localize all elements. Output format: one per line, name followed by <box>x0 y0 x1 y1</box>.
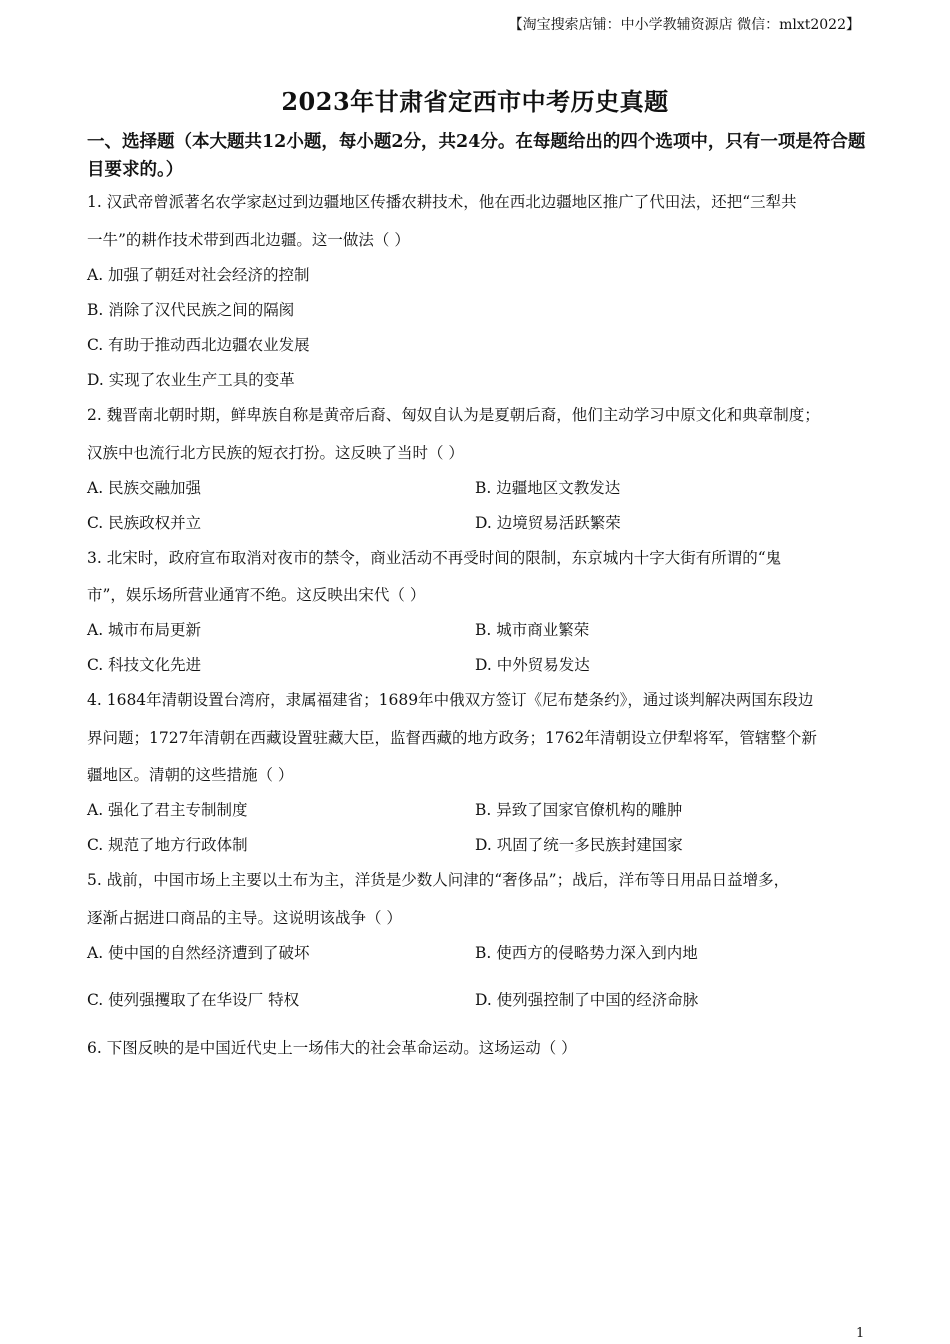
question-4-stem-line-1: 4. 1684年清朝设置台湾府，隶属福建省；1689年中俄双方签订《尼布楚条约》，通过谈判解决两国东段边 <box>87 691 814 709</box>
page-number: 1 <box>856 1326 865 1341</box>
question-1-option-d: D. 实现了农业生产工具的变革 <box>87 371 295 389</box>
question-5-option-c: C. 使列强攫取了在华设厂 特权 <box>87 991 300 1009</box>
question-3-option-d: D. 中外贸易发达 <box>475 656 590 674</box>
question-2-stem-line-2: 汉族中也流行北方民族的短衣打扮。这反映了当时（ ） <box>87 444 464 462</box>
question-3-stem-line-2: 市”，娱乐场所营业通宵不绝。这反映出宋代（ ） <box>87 586 426 604</box>
header-note: 【淘宝搜索店铺：中小学教辅资源店 微信：mlxt2022】 <box>508 17 860 33</box>
question-5-option-a: A. 使中国的自然经济遭到了破坏 <box>87 944 310 962</box>
question-3-option-a: A. 城市布局更新 <box>87 621 202 639</box>
page-title: 2023年甘肃省定西市中考历史真题 <box>281 87 669 116</box>
question-1-stem-line-2: 一牛”的耕作技术带到西北边疆。这一做法（ ） <box>87 231 410 249</box>
question-2-option-d: D. 边境贸易活跃繁荣 <box>475 514 621 532</box>
question-3-stem-line-1: 3. 北宋时，政府宣布取消对夜市的禁令，商业活动不再受时间的限制，东京城内十字大街有所谓的“鬼 <box>87 549 782 567</box>
question-5-option-d: D. 使列强控制了中国的经济命脉 <box>475 991 699 1009</box>
question-5-option-b: B. 使西方的侵略势力深入到内地 <box>475 944 698 962</box>
question-5-stem-line-1: 5. 战前，中国市场上主要以土布为主，洋货是少数人问津的“奢侈品”；战后，洋布等日用品日益增多， <box>87 871 790 889</box>
question-1-option-a: A. 加强了朝廷对社会经济的控制 <box>87 266 310 284</box>
question-1-stem-line-1: 1. 汉武帝曾派著名农学家赵过到边疆地区传播农耕技术，他在西北边疆地区推广了代田法，还把“三犁共 <box>87 193 797 211</box>
question-4-stem-line-3: 疆地区。清朝的这些措施（ ） <box>87 766 294 784</box>
question-4-option-c: C. 规范了地方行政体制 <box>87 836 248 854</box>
question-1-option-b: B. 消除了汉代民族之间的隔阂 <box>87 301 295 319</box>
question-4-stem-line-2: 界问题；1727年清朝在西藏设置驻藏大臣，监督西藏的地方政务；1762年清朝设立伊犁将军，管辖整个新 <box>87 729 817 747</box>
question-2-option-b: B. 边疆地区文教发达 <box>475 479 621 497</box>
question-4-option-a: A. 强化了君主专制制度 <box>87 801 248 819</box>
question-3-option-b: B. 城市商业繁荣 <box>475 621 590 639</box>
question-2-option-c: C. 民族政权并立 <box>87 514 202 532</box>
question-2-option-a: A. 民族交融加强 <box>87 479 202 497</box>
question-4-option-d: D. 巩固了统一多民族封建国家 <box>475 836 683 854</box>
question-4-option-b: B. 异致了国家官僚机构的雕肿 <box>475 801 683 819</box>
question-6-stem-line-1: 6. 下图反映的是中国近代史上一场伟大的社会革命运动。这场运动（ ） <box>87 1039 577 1057</box>
section-heading: 一、选择题（本大题共12小题，每小题2分，共24分。在每题给出的四个选项中，只有一项是符合题目要求的。） <box>87 132 866 180</box>
question-3-option-c: C. 科技文化先进 <box>87 656 202 674</box>
question-5-stem-line-2: 逐渐占据进口商品的主导。这说明该战争（ ） <box>87 909 402 927</box>
question-1-option-c: C. 有助于推动西北边疆农业发展 <box>87 336 310 354</box>
question-2-stem-line-1: 2. 魏晋南北朝时期，鲜卑族自称是黄帝后裔、匈奴自认为是夏朝后裔，他们主动学习中原文化和典章制度； <box>87 406 820 424</box>
